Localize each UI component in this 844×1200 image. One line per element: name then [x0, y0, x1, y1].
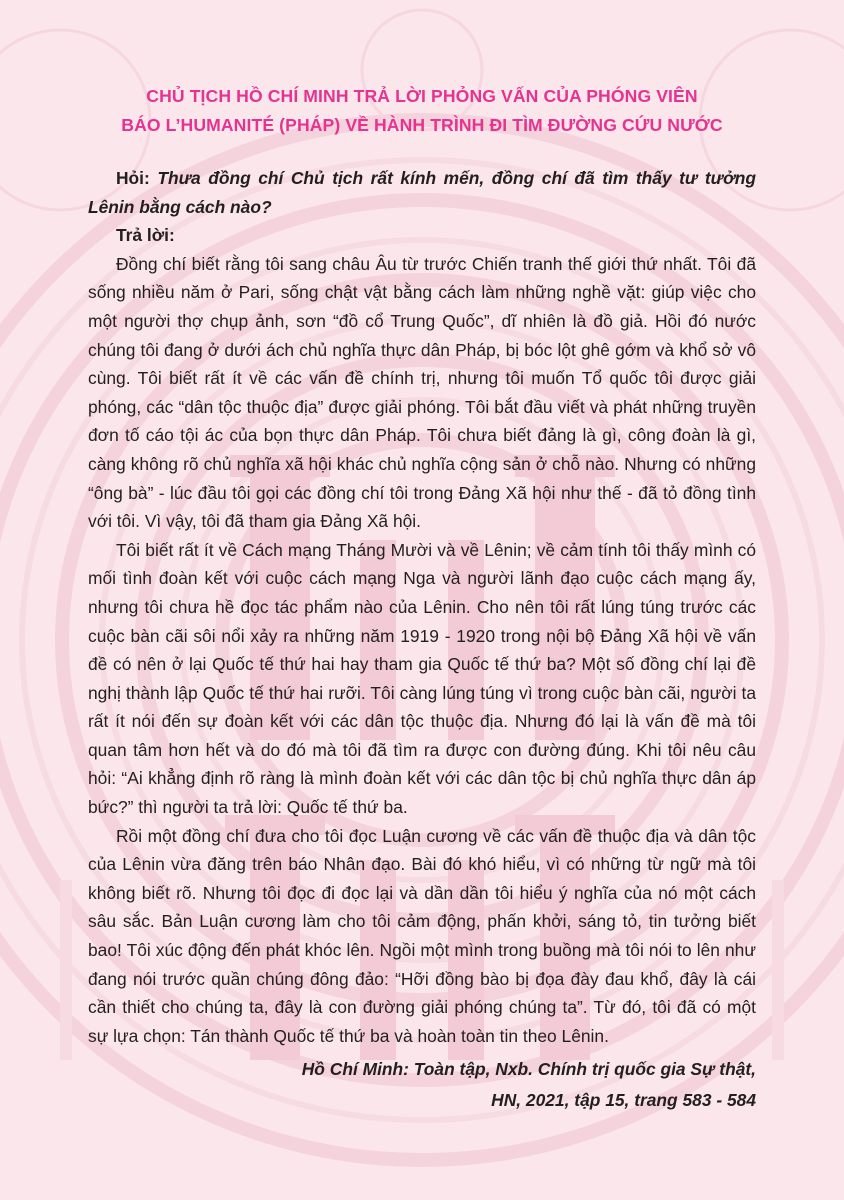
- title-line-2: BÁO L’HUMANITÉ (PHÁP) VỀ HÀNH TRÌNH ĐI TÌM ĐƯỜNG CỨU NƯỚC: [121, 115, 723, 135]
- answer-paragraph-3: Rồi một đồng chí đưa cho tôi đọc Luận cương về các vấn đề thuộc địa và dân tộc của Lênin vừa đăng trên báo Nhân đạo. Bài đó khó hiểu, vì có những từ ngữ mà tôi không biết rõ. Nhưng tôi đọc đi đọc lại và dần dần tôi hiểu ý nghĩa của nó một cách sâu sắc. Bản Luận cương làm cho tôi cảm động, phấn khởi, sáng tỏ, tin tưởng biết bao! Tôi xúc động đến phát khóc lên. Ngồi một mình trong buồng mà tôi nói to lên như đang nói trước quần chúng đông đảo: “Hỡi đồng bào bị đọa đày đau khổ, đây là cái cần thiết cho chúng ta, đây là con đường giải phóng chúng ta”. Từ đó, tôi đã có một sự lựa chọn: Tán thành Quốc tế thứ ba và hoàn toàn tin theo Lênin.: [88, 825, 756, 1046]
- question-label: Hỏi:: [116, 168, 150, 188]
- citation: [88, 1054, 756, 1116]
- question-text: Thưa đồng chí Chủ tịch rất kính mến, đồng chí đã tìm thấy tư tưởng Lênin bằng cách nào?: [88, 168, 756, 217]
- title-line-1: CHỦ TỊCH HỒ CHÍ MINH TRẢ LỜI PHỎNG VẤN CỦA PHÓNG VIÊN: [146, 86, 698, 106]
- question-paragraph: [88, 164, 756, 221]
- answer-paragraph-2: Tôi biết rất ít về Cách mạng Tháng Mười và về Lênin; về cảm tính tôi thấy mình có mối tình đoàn kết với cuộc cách mạng Nga và người lãnh đạo cuộc cách mạng ấy, nhưng tôi chưa hề đọc tác phẩm nào của Lênin. Cho nên tôi rất lúng túng trước các cuộc bàn cãi sôi nổi xảy ra những năm 1919 - 1920 trong nội bộ Đảng Xã hội về vấn đề có nên ở lại Quốc tế thứ hai hay tham gia Quốc tế thứ ba? Một số đồng chí lại đề nghị thành lập Quốc tế thứ hai rưỡi. Tôi càng lúng túng vì trong cuộc bàn cãi, người ta rất ít nói đến sự đoàn kết với các dân tộc thuộc địa. Nhưng đó lại là vấn đề mà tôi quan tâm hơn hết và do đó mà tôi đã tìm ra được con đường đúng. Khi tôi nêu câu hỏi: “Ai khẳng định rõ ràng là mình đoàn kết với các dân tộc bị chủ nghĩa thực dân áp bức?” thì người ta trả lời: Quốc tế thứ ba.: [88, 539, 756, 818]
- answer-label: Trả lời:: [116, 225, 175, 246]
- citation-line-1: Hồ Chí Minh: Toàn tập, Nxb. Chính trị quốc gia Sự thật,: [301, 1059, 756, 1080]
- answer-heading: [88, 221, 756, 250]
- page-title: [60, 82, 784, 140]
- answer-paragraph-1: Đồng chí biết rằng tôi sang châu Âu từ trước Chiến tranh thế giới thứ nhất. Tôi đã sống nhiều năm ở Pari, sống chật vật bằng cách làm những nghề vặt: giúp việc cho một người thợ chụp ảnh, sơn “đồ cổ Trung Quốc”, dĩ nhiên là đồ giả. Hồi đó nước chúng tôi đang ở dưới ách chủ nghĩa thực dân Pháp, bị bóc lột ghê gớm và khổ sở vô cùng. Tôi biết rất ít về các vấn đề chính trị, nhưng tôi muốn Tổ quốc tôi được giải phóng, các “dân tộc thuộc địa” được giải phóng. Tôi bắt đầu viết và phát những truyền đơn tố cáo tội ác của bọn thực dân Pháp. Tôi chưa biết đảng là gì, công đoàn là gì, càng không rõ chủ nghĩa xã hội khác chủ nghĩa cộng sản ở chỗ nào. Nhưng có những “ông bà” - lúc đầu tôi gọi các đồng chí tôi trong Đảng Xã hội như thế - đã tỏ đồng tình với tôi. Vì vậy, tôi đã tham gia Đảng Xã hội.: [88, 253, 756, 532]
- citation-line-2: HN, 2021, tập 15, trang 583 - 584: [491, 1090, 756, 1111]
- interview-body: [88, 164, 756, 1116]
